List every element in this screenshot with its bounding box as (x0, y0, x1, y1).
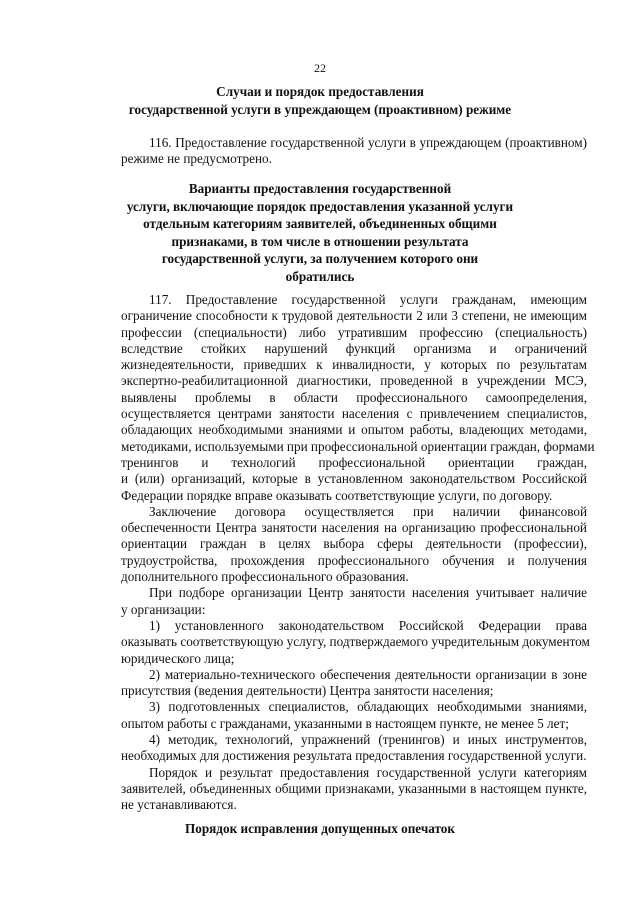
text-line: Порядок и результат предоставления государственной услуги категориям (149, 764, 587, 780)
paragraph-117-block (121, 292, 595, 814)
text-line: заявителей, объединенных общими признаками, указанными в настоящем пункте, (121, 780, 587, 796)
text-line: профессии (специальности) либо утратившим профессию (специальность) (121, 324, 587, 340)
heading-line: государственной услуги, за получением которого они (161, 251, 479, 266)
heading-line: услуги, включающие порядок предоставления указанной услуги (126, 198, 514, 214)
text-line: ориентации граждан в целях выбора сферы деятельности (профессии), (121, 536, 587, 552)
text-line: 117. Предоставление государственной услуги гражданам, имеющим (149, 292, 587, 307)
section-heading-proactive (0, 83, 640, 118)
text-line: выявлены проблемы в области профессионального самоопределения, (121, 389, 587, 405)
text-line: методиками, используемыми при профессиональной ориентации граждан, формами (121, 438, 595, 454)
text-line: жизнедеятельности, приведших к инвалидности, у которых по результатам (121, 357, 587, 373)
text-line: обеспеченности Центра занятости населения на организацию профессиональной (121, 520, 587, 536)
text-line: не устанавливаются. (121, 797, 237, 813)
text-line: опытом работы с гражданами, указанными в настоящем пункте, не менее 5 лет; (121, 715, 569, 731)
heading-line: государственной услуги в упреждающем (проактивном) режиме (128, 101, 512, 117)
text-line: необходимых для достижения результата предоставления государственной услуги. (121, 748, 587, 764)
text-line: у организации: (121, 601, 206, 617)
text-line: Федерации порядке вправе оказывать соответствующие услуги, по договору. (121, 487, 553, 503)
text-line: осуществляется центрами занятости населения с привлечением специалистов, (121, 406, 587, 422)
text-line: дополнительного профессионального образования. (121, 569, 409, 585)
heading-line: отдельным категориям заявителей, объединенных общими (143, 216, 497, 231)
text-line: тренингов и технологий профессиональной ориентации граждан, (121, 454, 587, 470)
text-line: оказывать соответствующую услугу, подтверждаемого учредительным документом (121, 634, 590, 650)
text-line: трудоустройства, прохождения профессионального обучения и получения (121, 552, 587, 568)
section-heading-errors (0, 820, 640, 838)
heading-line: Варианты предоставления государственной (188, 181, 452, 196)
text-line: и (или) организаций, которые в установленном законодательством Российской (121, 471, 587, 487)
text-line: Заключение договора осуществляется при наличии финансовой (149, 503, 587, 519)
list-item-3: 3) подготовленных специалистов, обладающих необходимыми знаниями, (149, 699, 587, 715)
text-line: ограничение способности к трудовой деятельности 2 или 3 степени, не имеющим (121, 308, 587, 324)
text-line: обладающих необходимыми знаниями и опытом работы, владеющих методами, (121, 422, 587, 438)
text-line: присутствия (ведения деятельности) Центра занятости населения; (121, 683, 494, 699)
section-heading-variants (0, 180, 640, 285)
heading-line: обратились (285, 268, 355, 284)
heading-line: признаками, в том числе в отношении результата (171, 233, 469, 249)
list-item-1: 1) установленного законодательством Российской Федерации права (149, 617, 587, 633)
list-item-2: 2) материально-технического обеспечения деятельности организации в зоне (149, 666, 587, 682)
paragraph-116 (121, 135, 587, 168)
text-line: юридического лица; (121, 650, 235, 666)
text-line: экспертно-реабилитационной диагностики, проведенной в учреждении МСЭ, (121, 373, 587, 389)
text-line: 116. Предоставление государственной услуги в упреждающем (проактивном) (149, 135, 587, 150)
page-number: 22 (314, 61, 326, 75)
text-line: вследствие стойких нарушений функций организма и ограничений (121, 340, 587, 356)
text-line: При подборе организации Центр занятости населения учитывает наличие (149, 585, 587, 601)
heading-line: Порядок исправления допущенных опечаток (184, 821, 455, 836)
list-item-4: 4) методик, технологий, упражнений (тренингов) и иных инструментов, (149, 732, 587, 748)
text-line: режиме не предусмотрено. (121, 151, 272, 167)
heading-line: Случаи и порядок предоставления (216, 84, 424, 99)
